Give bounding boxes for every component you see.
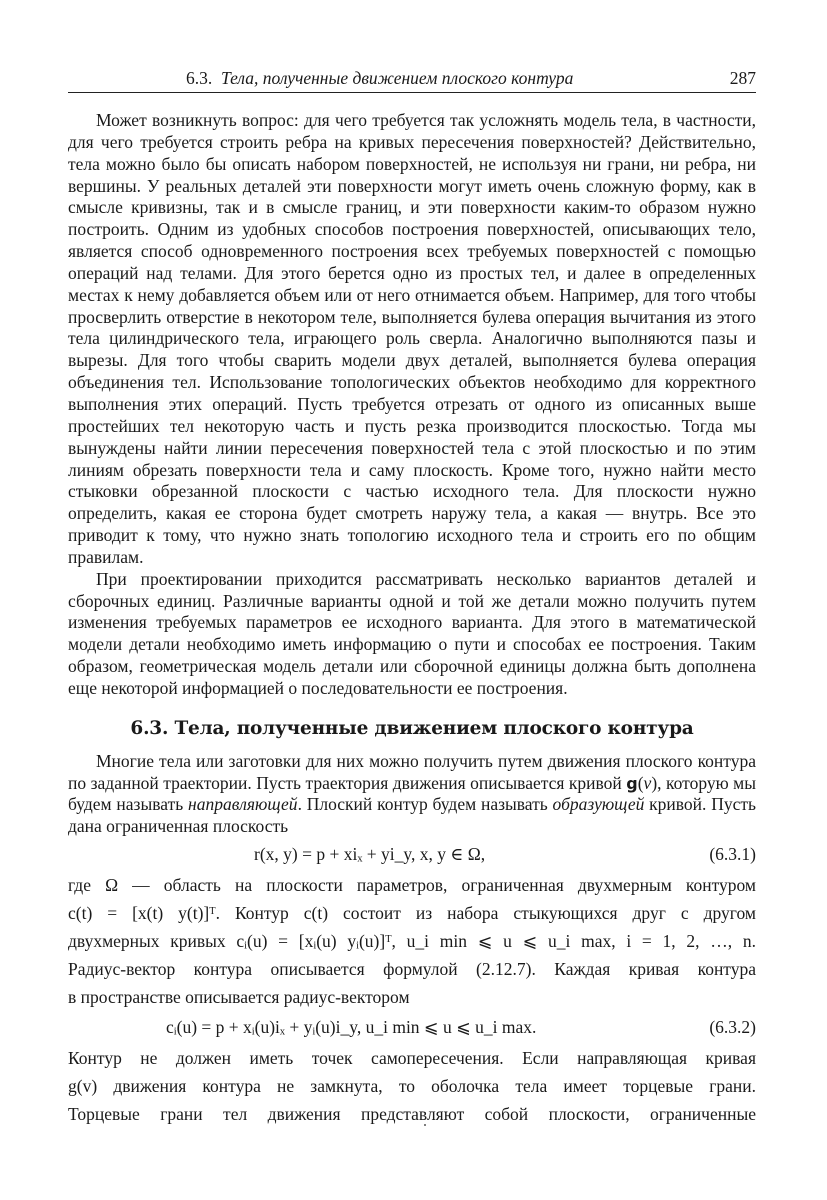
paragraph-1: Может возникнуть вопрос: для чего требуется так усложнять модель тела, в частности, для чего требуется строить ребра на кривых пересечения поверхностей? Действительно, тела можно было бы описать набором поверхностей, не используя ни грани, ни ребра, ни вершины. У реальных деталей эти поверхности могут иметь очень сложную форму, как в смысле кривизны, так и в смысле границ, и эти поверхности каким-то образом нужно построить. Одним из удобных способов построения поверхностей, описывающих тело, является способ одновременного построения всех требуемых поверхностей с помощью операций над телами. Для этого берется одно из простых тел, и далее в определенных местах к нему добавляется объем или от него отнимается объем. Например, для того чтобы просверлить отверстие в некотором теле, выполняется булева операция вычитания из этого тела цилиндрического тела, играющего роль сверла. Аналогично выполняются пазы и вырезы. Для того чтобы сварить модели двух деталей, выполняется булева операция объединения тел. Использование топологических объектов необходимо для корректного выполнения этих операций. Пусть требуется отрезать от одного из описанных выше простейших тел некоторую часть и пусть резка производится плоскостью. Тогда мы вынуждены найти линии пересечения поверхностей тела с этой плоскостью и по этим линиям обрезать поверхности тела и саму плоскость. Кроме того, нужно найти место стыковки обрезанной плоскости с частью исходного тела. Для плоскости нужно определить, какая ее сторона будет смотреть наружу тела, а какая — внутрь. Все это приводит к тому, что нужно знать топологию исходного тела и строить его по общим правилам. xyxy=(68,110,756,567)
p3-text-2: ( xyxy=(637,772,644,793)
equation-6-3-1-number: (6.3.1) xyxy=(709,844,756,865)
running-title-text: Тела, полученные движением плоского контура xyxy=(221,68,574,88)
scan-dot xyxy=(424,1124,426,1126)
running-title xyxy=(186,68,573,89)
p5-line-2: g(v) движения контура не замкнута, то оболочка тела имеет торцевые грани. xyxy=(68,1076,756,1097)
p4-line-1: где Ω — область на плоскости параметров, ограниченная двухмерным контуром xyxy=(68,875,756,896)
term-generatrix: образующей xyxy=(552,794,645,815)
paragraph-2: При проектировании приходится рассматривать несколько вариантов деталей и сборочных единиц. Различные варианты одной и той же детали можно получить путем изменения требуемых параметров ее исходного варианта. Для этого в математической модели детали необходимо иметь информацию о пути и способах ее построения. Таким образом, геометрическая модель детали или сборочной единицы должна быть дополнена еще некоторой информацией о последовательности ее построения. xyxy=(68,568,756,698)
p3-text-1: Многие тела или заготовки для них можно получить путем движения плоского контура по заданной траектории. Пусть траектория движения описывается кривой xyxy=(68,750,756,793)
paragraph-3 xyxy=(68,751,756,838)
p5-line-1: Контур не должен иметь точек самопересечения. Если направляющая кривая xyxy=(68,1048,756,1069)
equation-6-3-1-body: r(x, y) = p + xiₓ + yi_y, x, y ∈ Ω, xyxy=(254,844,486,865)
equation-6-3-2-number: (6.3.2) xyxy=(709,1017,756,1038)
p3-text-5: кривой. Пусть дана ограниченная плоскость xyxy=(68,794,756,837)
equation-6-3-2 xyxy=(68,1011,756,1044)
p3-v-symbol: v xyxy=(643,772,652,793)
p4-line-2: c(t) = [x(t) y(t)]ᵀ. Контур c(t) состоит из набора стыкующихся друг с другом xyxy=(68,903,756,924)
page xyxy=(68,64,756,1128)
page-number: 287 xyxy=(729,68,756,88)
p4-line-3: двухмерных кривых cᵢ(u) = [xᵢ(u) yᵢ(u)]ᵀ, u_i min ⩽ u ⩽ u_i max, i = 1, 2, …, n. xyxy=(68,931,756,952)
p3-g-symbol: g xyxy=(626,773,638,793)
running-head xyxy=(68,64,756,93)
equation-6-3-2-body: cᵢ(u) = p + xᵢ(u)iₓ + yᵢ(u)i_y, u_i min ⩽ u ⩽ u_i max. xyxy=(166,1017,537,1038)
p4-line-4: Радиус-вектор контура описывается формулой (2.12.7). Каждая кривая контура xyxy=(68,959,756,980)
paragraph-5 xyxy=(68,1044,756,1128)
p3-text-4: . Плоский контур будем называть xyxy=(297,794,553,815)
section-heading: 6.3. Тела, полученные движением плоского контура xyxy=(130,717,694,739)
paragraph-4 xyxy=(68,871,756,1011)
equation-6-3-1 xyxy=(68,838,756,871)
p3-text-3: ), которую мы будем называть xyxy=(68,772,756,815)
running-section-number: 6.3. xyxy=(186,68,213,88)
term-guide: направляющей xyxy=(188,794,298,815)
p5-line-3: Торцевые грани тел движения представляют собой плоскости, ограниченные xyxy=(68,1104,756,1125)
p4-line-5: в пространстве описывается радиус-вектором xyxy=(68,987,410,1008)
